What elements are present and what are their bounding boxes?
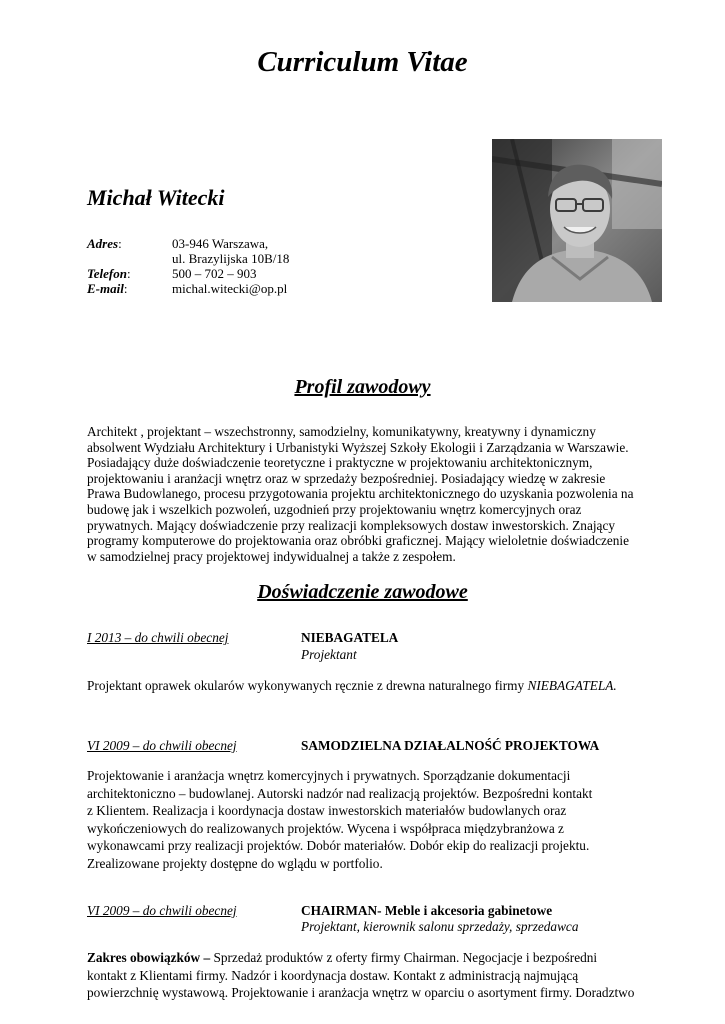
profile-line: budowę jak i wszelkich pozwoleń, uzgodnień przy projektowaniu wnętrz komercyjnych oraz [87, 501, 582, 517]
profile-line: programy komputerowe do projektowania oraz obróbki graficznej. Mający wieloletnie doświadczenie [87, 533, 630, 549]
job-description-line: powierzchnię wystawową. Projektowanie i aranżacja wnętrz w oparciu o asortyment firmy. Doradztwo [87, 985, 635, 1001]
job-employer: CHAIRMAN- Meble i akcesoria gabinetowe [301, 903, 553, 918]
address-line2: ul. Brazylijska 10B/18 [172, 251, 290, 266]
profile-photo [492, 139, 662, 302]
profile-line: Prawa Budowlanego, procesu przygotowania projektu architektonicznego do uzyskania pozwolenia na [87, 486, 634, 502]
job-description-line: architektoniczno – budowlanej. Autorski nadzór nad realizacją projektów. Bezpośredni kontakt [87, 785, 593, 801]
experience-heading: Doświadczenie zawodowe [257, 581, 468, 603]
phone-row: Telefon: 500 – 702 – 903 [87, 266, 257, 281]
profile-line: Architekt , projektant – wszechstronny, samodzielny, komunikatywny, kreatywny i dynamiczny [87, 424, 596, 439]
phone-label: Telefon [87, 266, 127, 281]
address-label: Adres [87, 236, 119, 251]
job-description-line: Zrealizowane projekty dostępne do wglądu w portfolio. [87, 855, 383, 871]
job-description [87, 767, 647, 873]
email-row: E-mail: michal.witecki@op.pl [87, 281, 288, 296]
job-date: VI 2009 – do chwili obecnej [87, 738, 237, 753]
profile-line: projektowaniu i aranżacji wnętrz oraz w sprzedaży bezpośredniej. Posiadający wiedzę w zakresie [87, 470, 606, 486]
job-description [87, 949, 647, 1002]
job-employer: SAMODZIELNA DZIAŁALNOŚĆ PROJEKTOWA [301, 738, 600, 753]
phone-value: 500 – 702 – 903 [172, 266, 257, 281]
job-description-line: kontakt z Klientami firmy. Nadzór i koordynacja dostaw. Kontakt z administracją najmującą [87, 967, 579, 983]
job-date: I 2013 – do chwili obecnej [87, 630, 229, 645]
document-title: Curriculum Vitae [257, 46, 468, 78]
profile-line: Posiadający duże doświadczenie teoretyczne i praktyczne w projektowaniu architektonicznym, [87, 455, 593, 471]
job-role: Projektant, kierownik salonu sprzedaży, sprzedawca [301, 919, 579, 934]
contact-block [87, 236, 289, 296]
job-description-line: wykonawcami przy realizacji projektów. Dobór materiałów. Dobór ekip do realizacji projektu. [87, 838, 590, 854]
candidate-name: Michał Witecki [87, 185, 225, 210]
job-description-line: z Klientem. Realizacja i koordynacja dostaw inwestorskich materiałów budowlanych oraz [87, 803, 567, 819]
profile-line: prywatnych. Mający doświadczenie przy realizacji kompleksowych dostaw inwestorskich. Znający [87, 517, 615, 533]
job-employer: NIEBAGATELA [301, 630, 399, 645]
profile-heading: Profil zawodowy [294, 376, 431, 398]
job-date: VI 2009 – do chwili obecnej [87, 903, 237, 918]
scope-label: Zakres obowiązków – [87, 950, 211, 965]
job-description-text: Sprzedaż produktów z oferty firmy Chairman. Negocjacje i bezpośredni [210, 950, 598, 965]
address-line1: 03-946 Warszawa, [172, 236, 269, 251]
address-row: Adres: 03-946 Warszawa, [87, 236, 269, 251]
portrait-image [492, 139, 662, 302]
email-value: michal.witecki@op.pl [172, 281, 288, 296]
address-row-2 [87, 251, 289, 266]
profile-line: w samodzielnej pracy projektowej indywidualnej a także z zespołem. [87, 548, 456, 564]
job-description-line: Projektowanie i aranżacja wnętrz komercyjnych i prywatnych. Sporządzanie dokumentacji [87, 768, 571, 783]
email-label: E-mail [87, 281, 124, 296]
profile-text [87, 424, 647, 564]
job-description [87, 678, 647, 694]
job-description-company: NIEBAGATELA. [527, 678, 617, 693]
profile-line: absolwent Wydziału Architektury i Urbanistyki Wyższej Szkoły Ekologii i Zarządzania w Warszawie. [87, 439, 629, 455]
job-description-text: Projektant oprawek okularów wykonywanych ręcznie z drewna naturalnego firmy [87, 678, 528, 693]
job-role: Projektant [301, 647, 357, 662]
job-description-line: wykończeniowych do realizowanych projektów. Wycena i współpraca międzybranżowa z [87, 820, 564, 836]
